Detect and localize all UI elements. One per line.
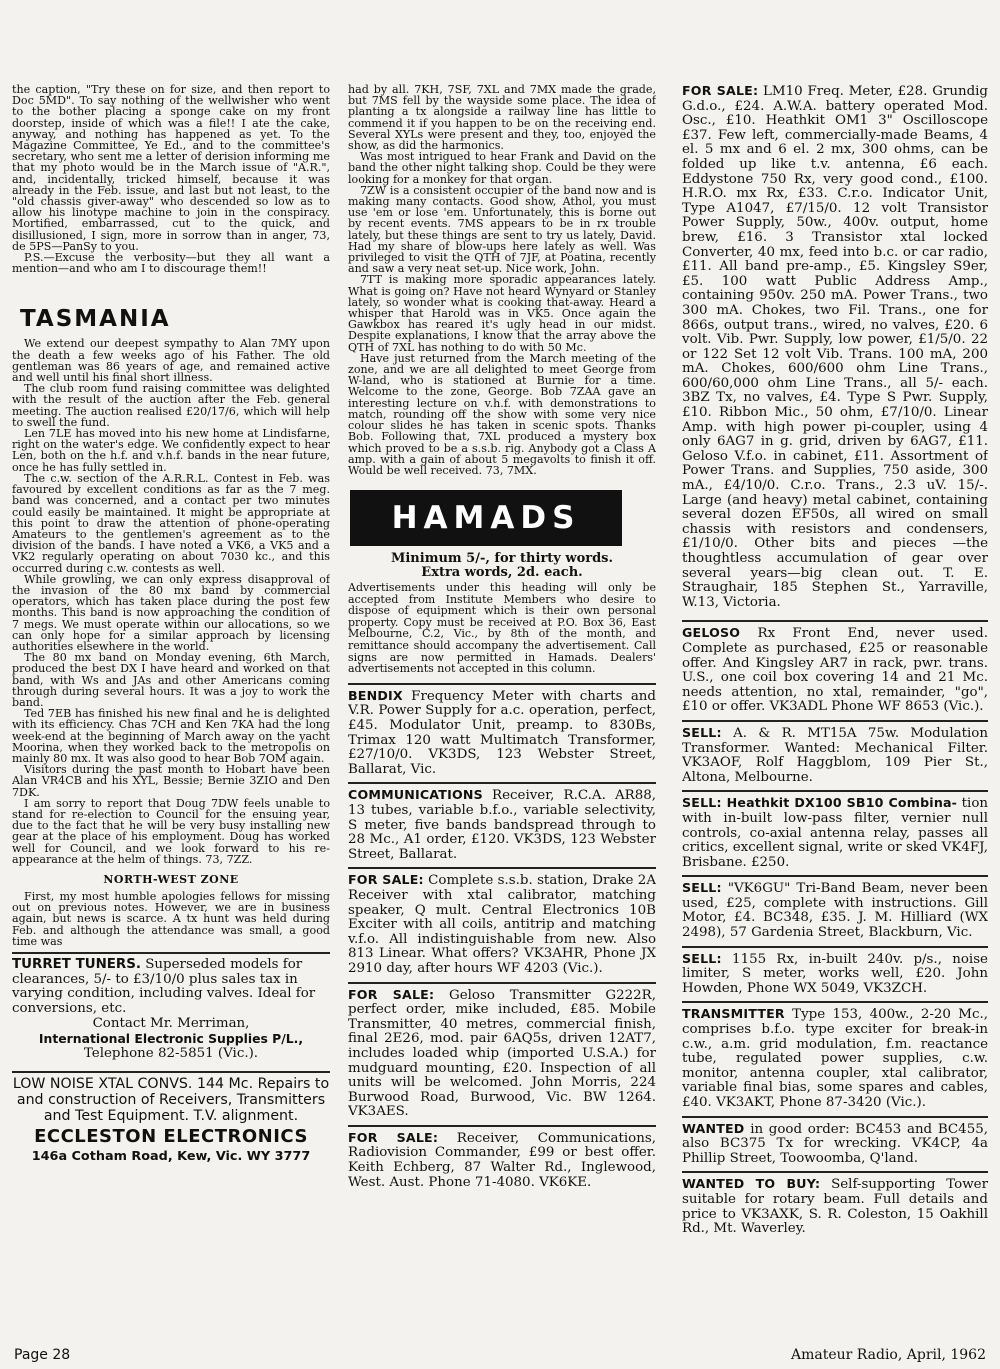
article-paragraph: First, my most humble apologies fellows for missing out on previous notes. However, we are in business again, but news is scarce. A tx hunt was held during Feb. and although the attendance was small, a good time was: [12, 890, 330, 948]
classified-ad: [682, 84, 988, 610]
classified-ad: [348, 873, 656, 976]
divider: [682, 946, 988, 948]
ad-title: BENDIX: [348, 687, 403, 703]
divider: [682, 620, 988, 622]
divider: [348, 683, 656, 685]
ad-address: 146a Cotham Road, Kew, Vic. WY 3777: [31, 1149, 311, 1165]
ad-title: SELL:: [682, 880, 722, 896]
classified-ad: [348, 1131, 656, 1190]
ad-body: Rx Front End, never used. Complete as purchased, £25 or reasonable offer. And Kingsley AR7 in rack, pwr. trans. U.S., one coil box covering 14 and 21 Mc. needs attention, no xtal, remainder, "go", £10 or offer. VK3ADL Phone WF 8653 (Vic.).: [682, 626, 988, 715]
article-paragraph: had by all. 7KH, 7SF, 7XL and 7MX made the grade, but 7MS fell by the wayside some place. The idea of planting a tx alongside a railway line has little to commend it if you happen to be on the receiving end. Several XYLs were present and they, too, enjoyed the show, as did the harmonics.: [348, 84, 656, 153]
ad-title: FOR SALE:: [348, 872, 424, 888]
ad-title: FOR SALE:: [348, 1129, 439, 1145]
divider: [682, 720, 988, 722]
ad-body: Receiver, R.C.A. AR88, 13 tubes, variable b.f.o., variable selectivity, S meter, five bands bandspread through to 28 Mc., A1 order, £120. VK3DS, 123 Webster Street, Ballarat.: [348, 788, 656, 862]
article-paragraph: The 80 mx band on Monday evening, 6th March, produced the best DX I have heard and worked on that band, with Ws and JAs and other Americans coming through during several hours. It was a joy to work the band.: [12, 651, 330, 709]
hamads-rate: Minimum 5/-, for thirty words.: [390, 551, 614, 567]
ad-body: "VK6GU" Tri-Band Beam, never been used, £25, complete with instructions. Gill Motor, £4. BC348, £35. J. M. Hilliard (WX 2498), 57 Gardenia Street, Blackburn, Vic.: [682, 881, 988, 941]
ad-title: TURRET TUNERS.: [12, 957, 141, 973]
ad-title: WANTED: [682, 1120, 745, 1136]
turret-tuners-ad: [12, 958, 330, 1061]
article-paragraph: the caption, "Try these on for size, and then report to Doc 5MD". To say nothing of the wellwisher who went to the bother placing a sponge cake on my front doorstep, inside of which was a file!! I ate the cake, anyway, and nothing has happened as yet. To the Magazine Committee, Ye Ed., and to the committee's secretary, who sent me a letter of derision informing me that my photo would be in the March issue of "A.R.", and, incidentally, tricked himself, because it was already in the Feb. issue, and last but not least, to the "old chassis giver-away" who descended so low as to allow his linotype machine to join in the conspiracy. Mortified, embarrassed, cut to the quick, and disillusioned, I sign, more in sorrow than in anger, 73, de 5PS—PanSy to you.: [12, 84, 330, 253]
divider: [348, 982, 656, 984]
ad-firm: ECCLESTON ELECTRONICS: [34, 1126, 308, 1148]
classified-ad: [682, 952, 988, 997]
ad-title: TRANSMITTER: [682, 1006, 785, 1022]
ad-body: 1155 Rx, in-built 240v. p/s., noise limiter, S meter, works well, £20. John Howden, Phone WX 5049, VK3ZCH.: [682, 951, 988, 996]
article-paragraph: I am sorry to report that Doug 7DW feels unable to stand for re-election to Council for the ensuing year, due to the fact that he will be very busy installing new gear at the place of his employment. Doug has worked well for Council, and we look forward to his re-appearance at the helm of things. 73, 7ZZ.: [12, 796, 330, 866]
ad-body: Frequency Meter with charts and V.R. Power Supply for a.c. operation, perfect, £45. Modulator Unit, preamp. to 830Bs, Trimax 120 watt Multimatch Transformer, £27/10/0. VK3DS, 123 Webster Street, Ballarat, Vic.: [348, 688, 656, 777]
classified-ad: [682, 1007, 988, 1110]
article-paragraph: Len 7LE has moved into his new home at Lindisfarne, right on the water's edge. We confidently expect to hear Len, both on the h.f. and v.h.f. bands in the near future, once he has fully settled in.: [12, 427, 330, 474]
article-paragraph: Was most intrigued to hear Frank and David on the band the other night talking shop. Could be they were looking for a monkey for that organ.: [348, 150, 656, 186]
ad-body: LOW NOISE XTAL CONVS. 144 Mc. Repairs to and construction of Receivers, Transmitters and Test Equipment. T.V. alignment.: [12, 1076, 330, 1124]
ad-title: SELL:: [682, 950, 722, 966]
ad-body: Self-supporting Tower suitable for rotary beam. Full details and price to VK3AXK, S. R. Coleston, 15 Oakhill Rd., Mt. Waverley.: [682, 1177, 988, 1237]
article-paragraph: Ted 7EB has finished his new final and he is delighted with its efficiency. Chas 7CH and Ken 7KA had the long week-end at the beginning of March away on the yacht Moorina, when they worked back to the metropolis on mainly 80 mx. It was also good to hear Bob 7OM again.: [12, 707, 330, 765]
article-paragraph: The club room fund raising committee was delighted with the result of the auction after the Feb. general meeting. The auction realised £20/17/6, which will help to swell the fund.: [12, 382, 330, 429]
classified-ad: [682, 626, 988, 715]
classified-ad: [682, 881, 988, 940]
section-heading-tasmania: TASMANIA: [20, 306, 171, 333]
article-paragraph: 7ZW is a consistent occupier of the band now and is making many contacts. Good show, Athol, you must use 'em or lose 'em. Unfortunately, this is borne out by recent events. 7MS appears to be in rx trouble lately, but these things are sent to try us lately, David. Had my share of blow-ups here lately as well. Was privileged to visit the QTH of 7JF, at Poatina, recently and saw a very neat set-up. Nice work, John.: [348, 183, 656, 276]
divider: [682, 1171, 988, 1173]
ad-firm: International Electronic Supplies P/L.,: [38, 1031, 304, 1047]
classified-ad: [348, 988, 656, 1120]
ad-body: Type 153, 400w., 2-20 Mc., comprises b.f.o. type exciter for break-in c.w., a.m. grid modulation, f.m. reactance tube, regulated power supplies, c.w. monitor, antenna coupler, xtal calibrator, variable final bias, some spares and cables, £40. VK3AKT, Phone 87-3420 (Vic.).: [682, 1007, 988, 1110]
column-1: [12, 84, 330, 1164]
classified-ad: [682, 1177, 988, 1236]
divider: [12, 1071, 330, 1073]
ad-body: Superseded models for clearances, 5/- to £3/10/0 plus sales tax in varying condition, including valves. Ideal for conversions, etc.: [12, 957, 316, 1016]
ad-title: WANTED TO BUY:: [682, 1176, 821, 1192]
article-paragraph: 7TT is making more sporadic appearances lately. What is going on? Have not heard Wynyard or Stanley lately, so wonder what is cooking that-away. Heard a whisper that Harold was in VK5. Once again the Gawkbox has reared it's ugly head in our midst. Despite explanations, I know that the array above the QTH of 7XL has nothing to do with 50 Mc.: [348, 273, 656, 354]
ad-body: Receiver, Communications, Radiovision Commander, £99 or best offer. Keith Echberg, 87 Walter Rd., Inglewood, West. Aust. Phone 71-4080. VK6KE.: [348, 1130, 656, 1190]
divider: [682, 790, 988, 792]
column-2: [348, 84, 656, 1190]
ad-body: Complete s.s.b. station, Drake 2A Receiver with xtal calibrator, matching speaker, Q mult. Central Electronics 10B Exciter with all coils, antitrip and matching v.f.o. All indistinguishable from new. Also 813 Linear. What offers? VK3AHR, Phone JX 2910 day, after hours WF 4203 (Vic.).: [348, 873, 656, 976]
ad-title: FOR SALE:: [682, 84, 759, 98]
article-paragraph: Visitors during the past month to Hobart have been Alan VR4CB and his XYL, Bessie; Bernie 3ZIO and Den 7DK.: [12, 763, 330, 799]
column-3: [682, 84, 988, 1237]
ad-title: FOR SALE:: [348, 986, 435, 1002]
article-paragraph: We extend our deepest sympathy to Alan 7MY upon the death a few weeks ago of his Father. The old gentleman was 86 years of age, and remained active and well until his final short illness.: [12, 337, 330, 385]
ad-body: LM10 Freq. Meter, £28. Grundig G.d.o., £24. A.W.A. battery operated Mod. Osc., £10. Heathkit OM1 3" Oscilloscope £37. Few left, commercially-made Beams, 4 el. 5 mx and 6 el. 2 mx, 300 ohms, can be folded up like t.v. antenna, £6 each. Eddystone 750 Rx, very good cond., £100. H.R.O. mx Rx, £33. C.r.o. Indicator Unit, Type A1047, £7/15/0. 12 volt Transistor Power Supply, 50w., 400v. output, home brew, £16. 3 Transistor xtal locked Converter, 40 mx, feed into b.c. or car radio, £11. All band pre-amp., £5. Kingsley S9er, £5. 100 watt Public Address Amp., containing 950v. 250 mA. Power Trans., two 300 mA. Chokes, two Fil. Trans., one for 866s, output trans., wired, no valves, £20. 6 volt. Vib. Pwr. Supply, low power, £1/5/0. 22 or 122 Set 12 volt Vib. Trans. 100 mA, 200 mA. Chokes, 600/600 ohm Line Trans., 600/60,000 ohm Line Trans., all 5/- each. 3BZ Tx, no valves, £4. Type S Pwr. Supply, £10. Ribbon Mic., 50 ohm, £7/10/0. Linear Amp. with high power pi-coupler, using 4 only 6AG7 in g. grid, driven by 6AG7, £11. Geloso V.f.o. in cabinet, £11. Assortment of Power Trans. and Supplies, 750 aside, 300 mA., £4/10/0. C.r.o. Trans., 2.3 uV. 15/-. Large (and heavy) metal cabinet, containing several dozen EF50s, all wired on small chassis with resistors and condensers, £1/10/0. Other bits and pieces —the thoughtless accumulation of gear over several years—big clean out. T. E. Straughair, 185 Stephen St., Yarraville, W.13, Victoria.: [682, 84, 988, 610]
ad-phone: Telephone 82-5851 (Vic.).: [83, 1046, 259, 1062]
ad-body: Geloso Transmitter G222R, perfect order, mike included, £85. Mobile Transmitter, 40 metres, commercial finish, final 2E26, mod. pair 6AQ5s, driven 12AT7, includes loaded whip (imported U.S.A.) for mudguard mounting, £20. Inspection of all units will be welcomed. John Morris, 224 Burwood Road, Burwood, Vic. BW 1264. VK3AES.: [348, 987, 656, 1120]
divider: [348, 782, 656, 784]
ad-body: A. & R. MT15A 75w. Modulation Transformer. Wanted: Mechanical Filter. VK3AOF, Rolf Haggblom, 109 Pier St., Altona, Melbourne.: [682, 725, 988, 785]
divider: [348, 867, 656, 869]
hamads-rate-extra: Extra words, 2d. each.: [421, 565, 583, 581]
ad-body: in good order: BC453 and BC455, also BC375 Tx for wrecking. VK4CP, 4a Phillip Street, Toowoomba, Q'land.: [682, 1121, 988, 1166]
classified-ad: [682, 1122, 988, 1167]
divider: [682, 1001, 988, 1003]
eccleston-electronics-ad: [12, 1077, 330, 1164]
divider: [682, 875, 988, 877]
ad-title: GELOSO: [682, 625, 741, 641]
ad-title: SELL: Heathkit DX100 SB10 Combina-: [682, 795, 958, 811]
article-paragraph: While growling, we can only express disapproval of the invasion of the 80 mx band by commercial operators, which has taken place during the post few months. This band is now approaching the condition of 7 megs. We must operate within our allocations, so we can only hope for a similar approach by licensing authorities elsewhere in the world.: [12, 572, 330, 653]
hamads-conditions: Advertisements under this heading will only be accepted from Institute Members who desire to dispose of equipment which is their own personal property. Copy must be received at P.O. Box 36, East Melbourne, C.2, Vic., by 8th of the month, and remittance should accompany the advertisement. Call signs are now permitted in Hamads. Dealers' advertisements not accepted in this column.: [348, 581, 656, 676]
article-paragraph: P.S.—Excuse the verbosity—but they all want a mention—and who am I to discourage them!!: [12, 251, 330, 276]
classified-ad: [682, 796, 988, 870]
ad-title: COMMUNICATIONS: [348, 787, 483, 803]
ad-body: tion with in-built low-pass filter, vernier null controls, co-axial antenna relay, passes all critics, excellent signal, write or sked VK4FJ, Brisbane. £250.: [682, 796, 988, 870]
issue-line: Amateur Radio, April, 1962: [790, 1347, 986, 1363]
divider: [682, 1116, 988, 1118]
article-paragraph: The c.w. section of the A.R.R.L. Contest in Feb. was favoured by excellent conditions as far as the 7 meg. band was concerned, and a contact per two minutes could easily be maintained. It might be appropriate at this point to draw the attention of phone-operating Amateurs to the gentlemen's agreement as to the division of the bands. I have noted a VK6, a VK5 and a VK2 regularly operating on about 7030 kc., and this occurred during c.w. contests as well.: [12, 471, 330, 575]
classified-ad: [682, 726, 988, 785]
page-number: Page 28: [14, 1347, 71, 1363]
classified-ad: [348, 788, 656, 862]
divider: [12, 952, 330, 954]
subsection-heading-north-west-zone: NORTH-WEST ZONE: [103, 873, 239, 886]
ad-contact: Contact Mr. Merriman,: [92, 1016, 250, 1032]
ad-title: SELL:: [682, 724, 722, 740]
divider: [348, 1125, 656, 1127]
hamads-banner: HAMADS: [350, 490, 622, 546]
classified-ad: [348, 689, 656, 778]
article-paragraph: Have just returned from the March meeting of the zone, and we are all delighted to meet George from W-land, who is stationed at Burnie for a time. Welcome to the zone, George. Bob 7ZAA gave an interesting lecture on v.h.f. with demonstrations to match, rounding off the show with some very nice colour slides he has taken in scenic spots. Thanks Bob. Following that, 7XL produced a mystery box which proved to be a s.s.b. rig. Anybody got a Class A amp. with a gain of about 5 megavolts to finish it off. Would be well received. 73, 7MX.: [348, 351, 656, 477]
